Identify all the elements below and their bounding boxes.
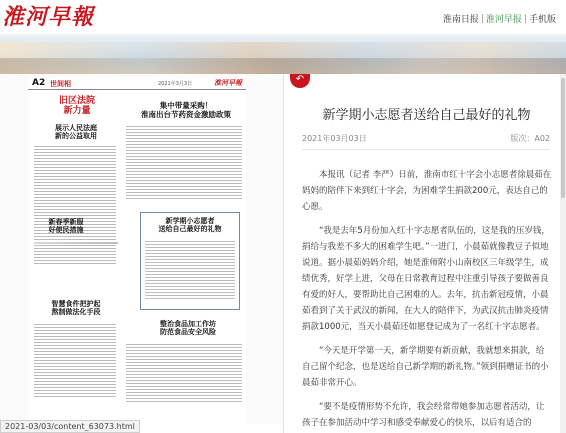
nav-huainan-daily[interactable]: 淮南日报 [442,15,479,25]
nav-separator: | [523,13,527,24]
news-headline: 新学期小志愿者 送给自己最好的礼物 [158,217,222,234]
article-edition: 版次：A02 [510,134,550,143]
nav-separator: | [480,13,484,24]
meta-divider [302,149,550,150]
news-headline[interactable]: 智慧食件把护起 熬制做法化手段 [51,300,101,317]
site-logo[interactable]: 淮河早報 [2,4,95,30]
newspaper-page-header [28,76,246,90]
site-header [0,0,566,34]
article-paragraph: “要不是疫情形势不允许，我会经常带她参加志愿者活动，让孩子在参加活动中学习和感受奉献爱心的快乐，以后有适合的 [302,402,545,428]
article-meta [302,133,550,144]
article-panel [283,74,566,433]
article-date: 2021年03月03日 [302,134,367,143]
status-bar-url: 2021-03/03/content_63073.html [0,420,140,433]
article-body [302,167,552,433]
scrollbar[interactable] [560,74,566,433]
news-headline[interactable]: 旧区法院 新力量 [58,96,95,117]
news-headline[interactable]: 集中带量采购！ 淮南出台节药资金激励政策 [141,101,231,119]
back-icon[interactable]: ↶ [290,74,310,88]
page-section-name: 世间相 [50,80,71,88]
scrollbar-thumb[interactable] [561,78,565,198]
news-rule [34,242,118,244]
header-banner-image [0,34,566,74]
page-number: A2 [32,78,46,88]
article-paragraph: “我是去年5月份加入红十字志愿者队伍的，这是我的压岁钱，捐给与我差不多大的困难学生吧。”一进门，小晨茹就像教豆子似地说道。据小晨茹妈妈介绍，她是淮师附小山南校区三年级学生，成绩优秀，好学上进，父母在日常教育过程中注重引导孩子要做善良有爱的好人，要帮助比自己困难的人。去年，抗击新冠疫情，小晨茹看到了关于武汉的新闻，在大人的陪伴下，为武汉抗击肺炎疫情捐款1000元，当天小晨茹还如愿登记成为了一名红十字志愿者。 [302,226,550,332]
article-title: 新学期小志愿者送给自己最好的礼物 [322,108,531,123]
page-date: 2021年3月3日 [158,81,193,87]
newspaper-page-view[interactable] [0,74,283,424]
news-headline[interactable]: 展示人民法庭 新的公益取用 [55,124,97,141]
news-article-selected[interactable] [140,212,240,310]
news-headline[interactable]: 新春季新服 好便民措施 [48,218,84,235]
top-nav [443,12,556,25]
article-paragraph: “今天是开学第一天，新学期要有新贡献，我就想来捐款，给自己留个纪念，也是送给自己新学期的新礼物。”领到捐赠证书的小晨茹非常开心。 [302,346,549,388]
page-logo: 淮河早報 [214,79,242,87]
news-headline[interactable]: 整治食品加工作坊 防范食品安全风险 [160,320,216,337]
nav-huaihe-morning[interactable]: 淮河早报 [485,15,522,25]
newspaper-page [28,76,246,424]
nav-mobile[interactable]: 手机版 [528,15,556,25]
article-paragraph: 本报讯（记者 李严）日前，淮南市红十字会小志愿者徐晨茹在妈妈的陪伴下来到红十字会，为困难学生捐款200元，表达自己的心愿。 [302,170,552,212]
